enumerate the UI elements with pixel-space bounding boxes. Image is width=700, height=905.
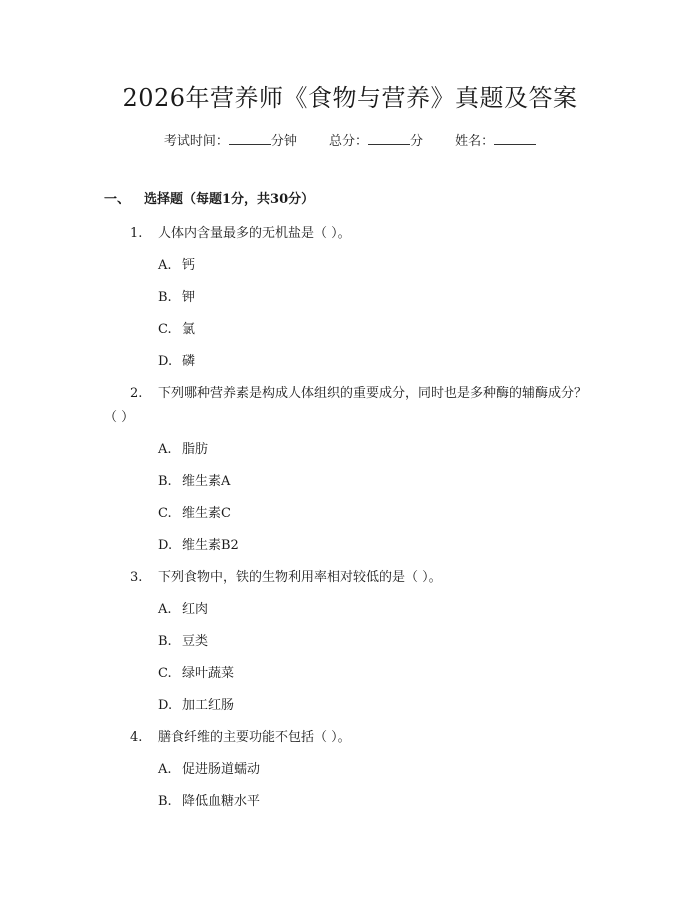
- option-letter: C.: [158, 322, 172, 337]
- total-score-field: [329, 134, 427, 149]
- question-3: [104, 566, 590, 718]
- option-letter: D.: [158, 698, 173, 713]
- option-letter: B.: [158, 474, 172, 489]
- option-text: 钾: [182, 290, 196, 305]
- option-text: 维生素B2: [182, 538, 239, 553]
- question-number: 4.: [130, 730, 143, 745]
- option-letter: B.: [158, 290, 172, 305]
- question-stem: [104, 726, 590, 750]
- question-list: [104, 222, 590, 822]
- option-letter: A.: [158, 442, 172, 457]
- question-number: 2.: [130, 386, 143, 401]
- question-stem: [104, 222, 590, 246]
- option-text: 维生素C: [182, 506, 231, 521]
- question-4: [104, 726, 590, 814]
- option-letter: B.: [158, 794, 172, 809]
- option-b: [158, 790, 590, 814]
- option-letter: B.: [158, 634, 172, 649]
- option-text: 绿叶蔬菜: [182, 666, 235, 681]
- option-d: [158, 534, 590, 558]
- question-2: [104, 382, 590, 558]
- option-letter: A.: [158, 258, 172, 273]
- option-c: [158, 502, 590, 526]
- option-b: [158, 470, 590, 494]
- question-text: 下列食物中，铁的生物利用率相对较低的是（ ）。: [158, 570, 442, 585]
- option-letter: C.: [158, 666, 172, 681]
- question-text: 人体内含量最多的无机盐是（ ）。: [158, 226, 351, 241]
- option-text: 维生素A: [182, 474, 231, 489]
- option-a: [158, 438, 590, 462]
- option-text: 豆类: [182, 634, 209, 649]
- option-text: 加工红肠: [182, 698, 235, 713]
- option-text: 氯: [182, 322, 196, 337]
- option-b: [158, 630, 590, 654]
- exam-time-field: [164, 134, 301, 149]
- total-score-label: 总分：: [328, 134, 368, 149]
- question-text: 膳食纤维的主要功能不包括（ ）。: [158, 730, 351, 745]
- name-blank: [494, 130, 536, 145]
- option-text: 促进肠道蠕动: [182, 762, 261, 777]
- name-field: [455, 134, 536, 149]
- option-c: [158, 318, 590, 342]
- option-d: [158, 694, 590, 718]
- page-title: 2026年营养师《食物与营养》真题及答案: [122, 84, 578, 112]
- question-stem: [104, 382, 590, 430]
- question-number: 3.: [130, 570, 143, 585]
- option-a: [158, 598, 590, 622]
- option-b: [158, 286, 590, 310]
- option-letter: A.: [158, 762, 172, 777]
- option-text: 脂肪: [182, 442, 209, 457]
- option-text: 磷: [182, 354, 196, 369]
- question-text: 下列哪种营养素是构成人体组织的重要成分，同时也是多种酶的辅酶成分？（ ）: [104, 386, 588, 425]
- exam-time-unit: 分钟: [270, 134, 297, 149]
- section-number: 一、: [104, 192, 131, 207]
- option-d: [158, 350, 590, 374]
- name-label: 姓名：: [455, 134, 495, 149]
- option-letter: A.: [158, 602, 172, 617]
- option-letter: D.: [158, 538, 173, 553]
- option-a: [158, 758, 590, 782]
- option-text: 红肉: [182, 602, 209, 617]
- exam-meta: [0, 130, 700, 152]
- option-letter: C.: [158, 506, 172, 521]
- question-number: 1.: [130, 226, 143, 241]
- option-text: 降低血糖水平: [182, 794, 261, 809]
- section-title: 选择题（每题1分，共30分）: [144, 192, 315, 207]
- question-stem: [104, 566, 590, 590]
- question-1: [104, 222, 590, 374]
- section-heading: [104, 190, 314, 210]
- option-a: [158, 254, 590, 278]
- option-text: 钙: [182, 258, 196, 273]
- option-c: [158, 662, 590, 686]
- exam-time-blank: [229, 130, 271, 145]
- exam-time-label: 考试时间：: [163, 134, 229, 149]
- option-letter: D.: [158, 354, 173, 369]
- total-score-unit: 分: [410, 134, 424, 149]
- total-score-blank: [368, 130, 410, 145]
